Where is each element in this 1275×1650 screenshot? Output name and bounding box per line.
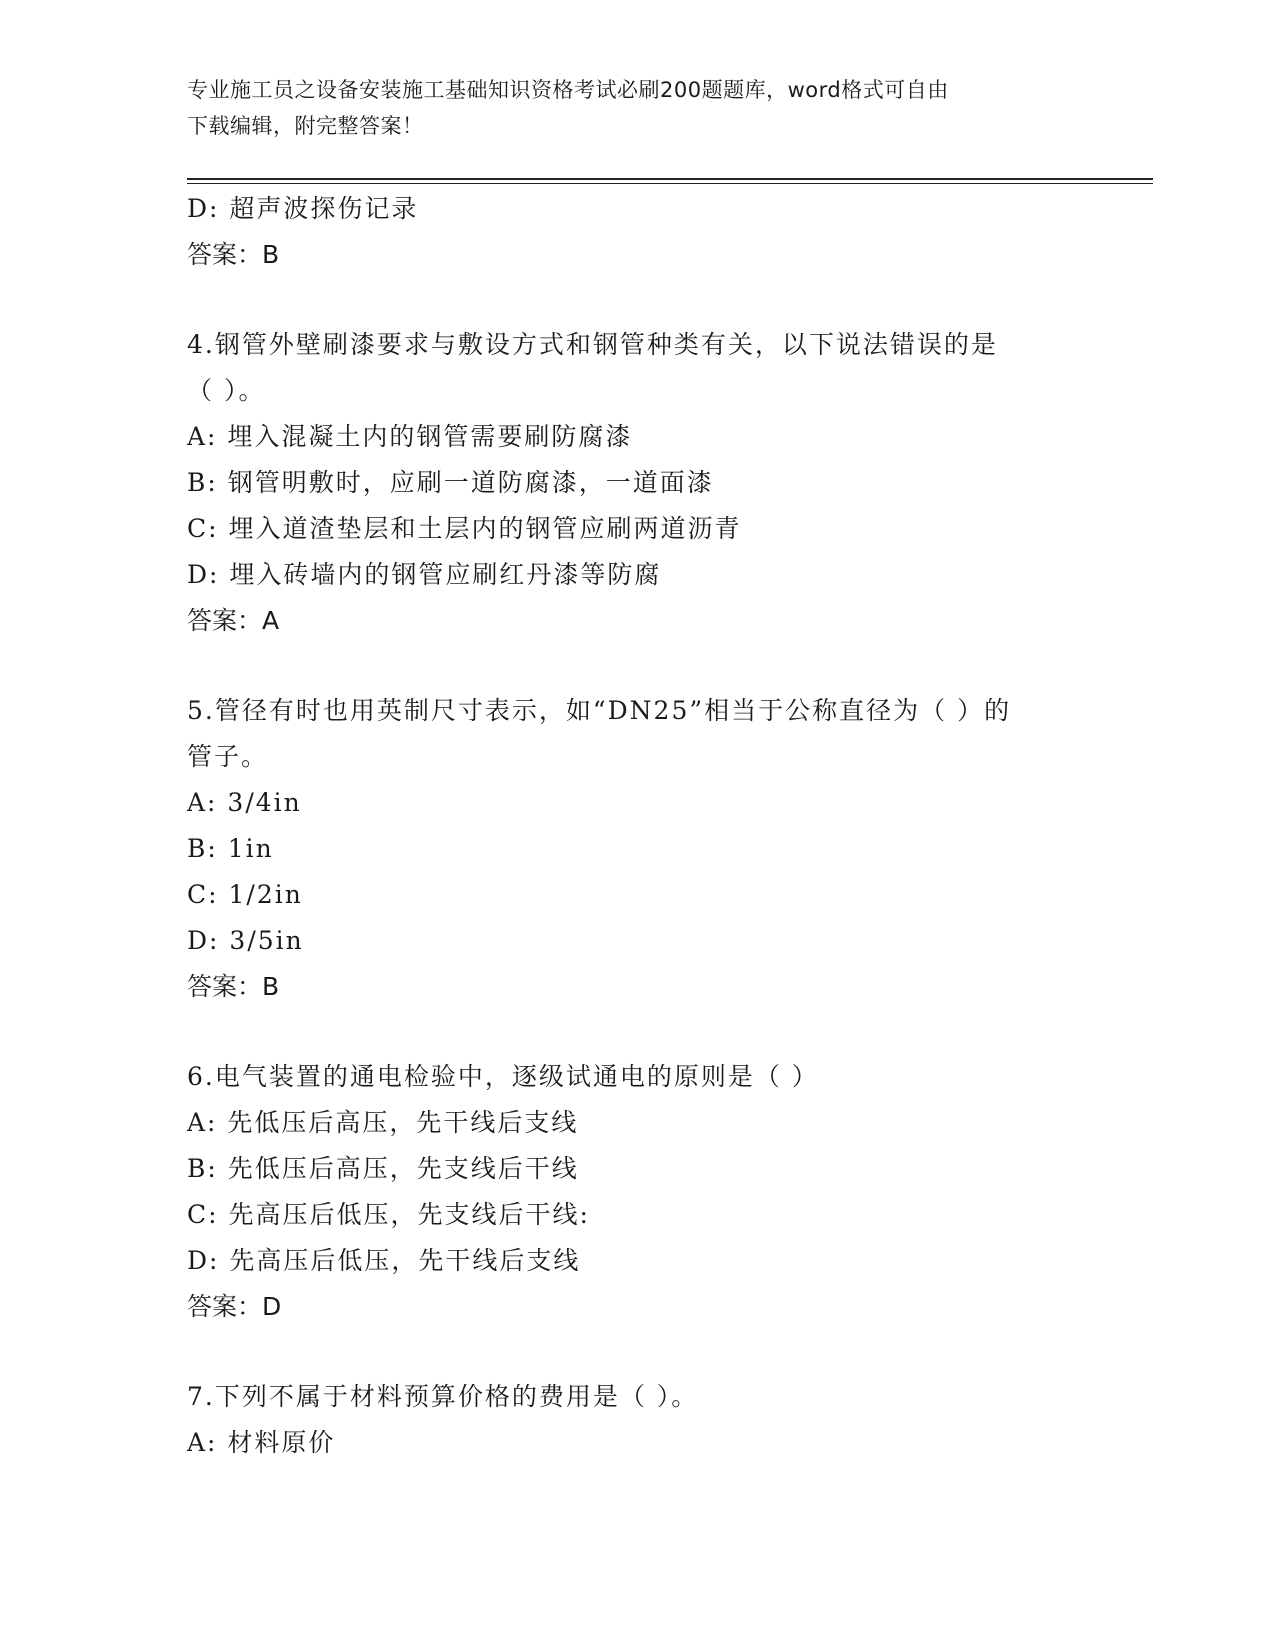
question-stem: 7.下列不属于材料预算价格的费用是（ ）。 xyxy=(187,1382,699,1411)
option-a: A: 材料原价 xyxy=(187,1428,336,1457)
answer-line: 答案：A xyxy=(187,606,280,635)
option-d: D: 3/5in xyxy=(187,926,304,955)
option-a: A: 先低压后高压，先干线后支线 xyxy=(187,1108,579,1137)
option-d: D: 先高压后低压，先干线后支线 xyxy=(187,1246,581,1275)
spacer xyxy=(187,278,1087,322)
option-a: A: 埋入混凝土内的钢管需要刷防腐漆 xyxy=(187,422,633,451)
question-stem-cont: 管子。 xyxy=(187,742,269,771)
question-stem: 5.管径有时也用英制尺寸表示，如“DN25”相当于公称直径为（ ）的 xyxy=(187,696,1012,725)
question-stem: 4.钢管外壁刷漆要求与敷设方式和钢管种类有关，以下说法错误的是 xyxy=(187,330,998,359)
option-c: C: 先高压后低压，先支线后干线: xyxy=(187,1200,590,1229)
answer-line: 答案：B xyxy=(187,240,280,269)
spacer xyxy=(187,644,1087,688)
option-c: C: 1/2in xyxy=(187,880,303,909)
header-divider-thin xyxy=(187,183,1153,184)
option-d: D: 埋入砖墙内的钢管应刷红丹漆等防腐 xyxy=(187,560,662,589)
header-divider-thick xyxy=(187,178,1153,180)
spacer xyxy=(187,1330,1087,1374)
question-7 xyxy=(187,1374,1087,1466)
question-4 xyxy=(187,322,1087,644)
option-b: B: 1in xyxy=(187,834,274,863)
spacer xyxy=(187,1010,1087,1054)
question-stem-cont: （ ）。 xyxy=(187,376,266,405)
question-stem: 6.电气装置的通电检验中，逐级试通电的原则是（ ） xyxy=(187,1062,819,1091)
header-line-2: 下载编辑，附完整答案！ xyxy=(187,114,424,138)
option-b: B: 先低压后高压，先支线后干线 xyxy=(187,1154,579,1183)
question-6 xyxy=(187,1054,1087,1330)
question-5 xyxy=(187,688,1087,1010)
answer-line: 答案：B xyxy=(187,972,280,1001)
document-header xyxy=(187,72,1067,144)
answer-line: 答案：D xyxy=(187,1292,282,1321)
question-list xyxy=(187,186,1087,1466)
option-c: C: 埋入道渣垫层和土层内的钢管应刷两道沥青 xyxy=(187,514,742,543)
header-line-1: 专业施工员之设备安装施工基础知识资格考试必刷200题题库，word格式可自由 xyxy=(187,78,949,102)
option-d: D: 超声波探伤记录 xyxy=(187,194,419,223)
option-b: B: 钢管明敷时，应刷一道防腐漆，一道面漆 xyxy=(187,468,714,497)
option-a: A: 3/4in xyxy=(187,788,302,817)
